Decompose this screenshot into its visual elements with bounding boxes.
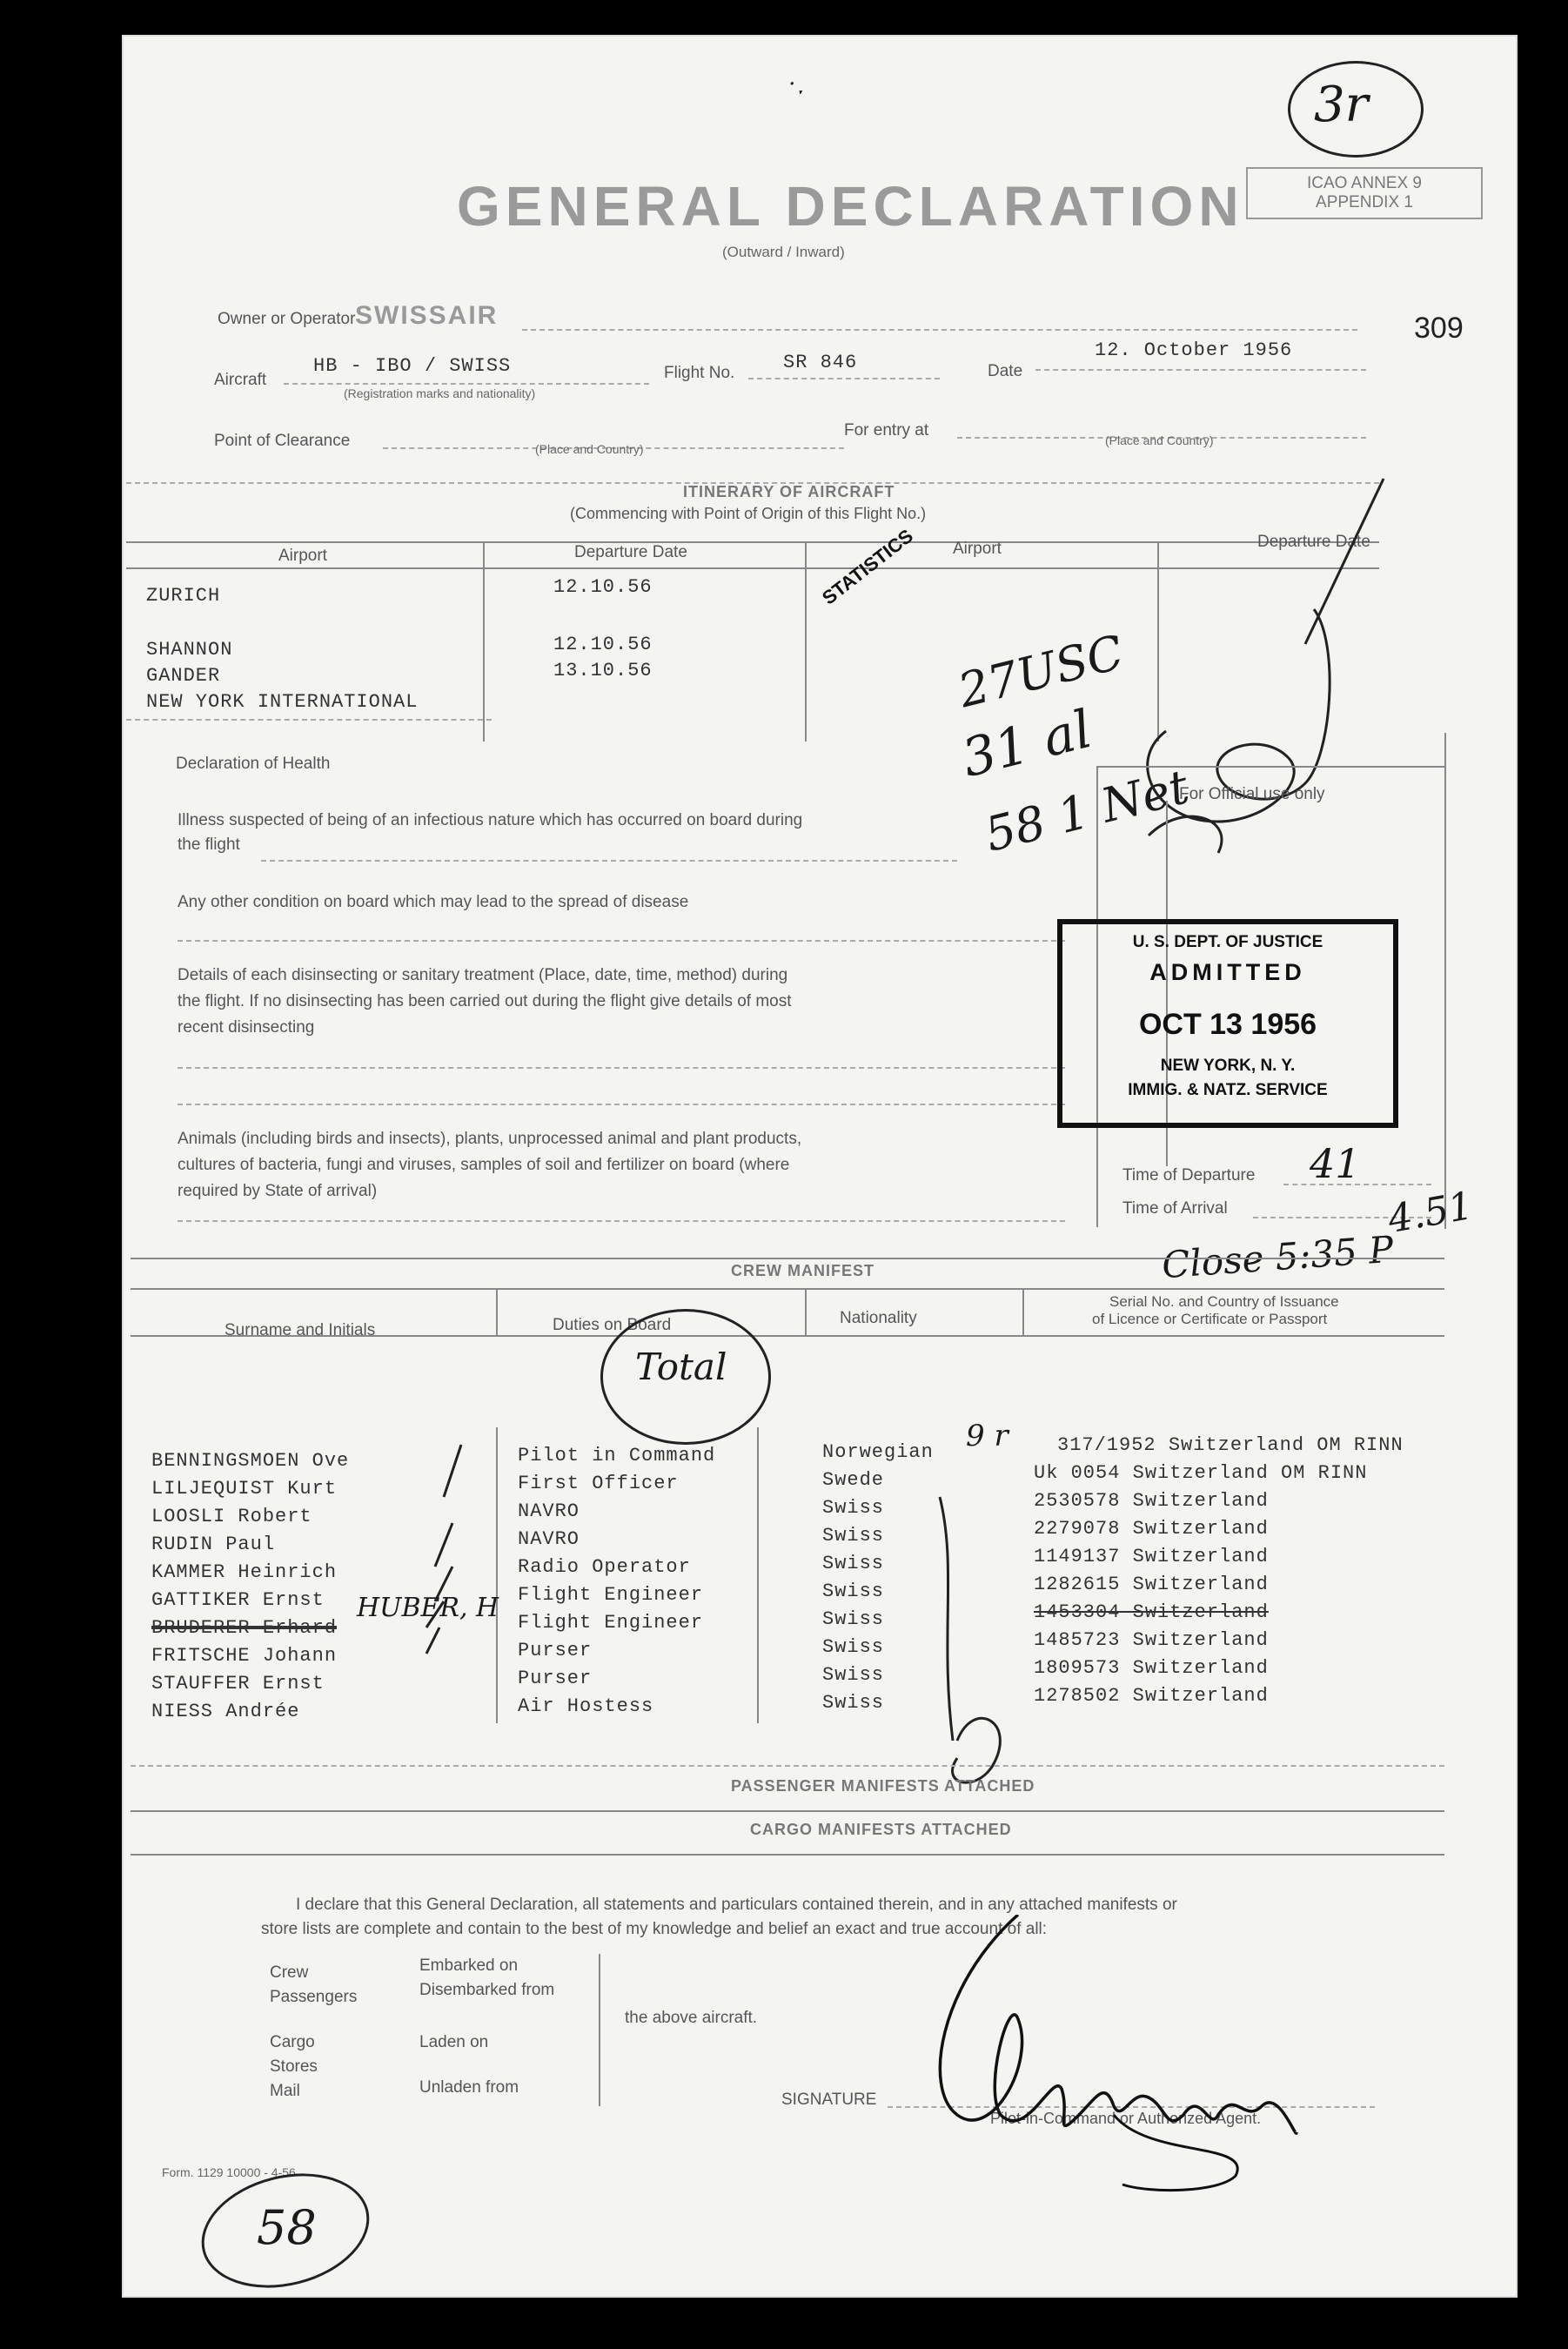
crew-duty: Purser	[518, 1668, 593, 1689]
crew-duty: Purser	[518, 1640, 593, 1661]
itinerary-airport: NEW YORK INTERNATIONAL	[146, 691, 419, 713]
col-departure-2: Departure Date	[1257, 533, 1370, 551]
itinerary-airport: GANDER	[146, 665, 221, 687]
corner-mark: 3r	[1314, 77, 1369, 133]
owner-label: Owner or Operator	[218, 310, 356, 328]
icao-box	[1246, 167, 1483, 219]
health-q4-line	[178, 1220, 1065, 1222]
crew-name: GATTIKER Ernst	[151, 1589, 325, 1611]
form-number: Form. 1129 10000 - 4-56	[162, 2165, 296, 2179]
stamp-line2: ADMITTED	[1149, 959, 1306, 985]
passenger-manifests: PASSENGER MANIFESTS ATTACHED	[731, 1777, 1035, 1795]
form-subtitle: (Outward / Inward)	[722, 244, 845, 260]
health-q4b: cultures of bacteria, fungi and viruses, samples of soil and fertilizer on board (where	[178, 1156, 790, 1174]
hand-annotation-1: 27USC	[953, 624, 1129, 719]
crew-name: LILJEQUIST Kurt	[151, 1478, 338, 1500]
crew-name: RUDIN Paul	[151, 1534, 276, 1555]
itinerary-title: ITINERARY OF AIRCRAFT	[683, 483, 895, 500]
crew-serial: 2279078 Switzerland	[1034, 1518, 1269, 1540]
crew-nationality: Swiss	[822, 1525, 885, 1547]
crew-serial: 2530578 Switzerland	[1034, 1490, 1269, 1512]
embarked-label: Embarked on	[419, 1956, 519, 1975]
statistics-stamp: STATISTICS	[818, 524, 917, 609]
hand-scribble-signature	[1114, 470, 1410, 879]
date-label: Date	[988, 362, 1023, 380]
stores-label: Stores	[270, 2057, 318, 2076]
crew-serial: 1278502 Switzerland	[1034, 1685, 1269, 1707]
crew-nationality: Swiss	[822, 1553, 885, 1574]
hand-close-time: Close 5:35 P	[1160, 1227, 1395, 1287]
place-note-2: (Place and Country)	[1105, 433, 1214, 447]
crew-name: NIESS Andrée	[151, 1701, 300, 1722]
stamp-line3: OCT 13 1956	[1138, 1008, 1317, 1041]
declaration-line2: store lists are complete and contain to the best of my knowledge and belief an exact and true account of all:	[261, 1920, 1048, 1938]
col-airport: Airport	[278, 547, 327, 565]
time-of-arrival: Time of Arrival	[1122, 1199, 1228, 1218]
itinerary-subtitle: (Commencing with Point of Origin of this Flight No.)	[570, 505, 927, 522]
entry-label: For entry at	[844, 421, 929, 440]
health-q4: Animals (including birds and insects), plants, unprocessed animal and plant products,	[178, 1130, 802, 1148]
health-q3-line	[178, 1067, 1065, 1069]
crew-duty: Flight Engineer	[518, 1584, 704, 1606]
circled-note: Total	[635, 1346, 727, 1388]
above-aircraft: the above aircraft.	[625, 2009, 758, 2027]
owner-value: SWISSAIR	[355, 301, 499, 330]
crew-duty: Radio Operator	[518, 1556, 691, 1578]
hand-annotation-2: 31 al	[955, 698, 1098, 790]
crew-name: BENNINGSMOEN Ove	[151, 1450, 350, 1472]
col-duties: Duties on Board	[553, 1316, 672, 1334]
col-serial-1: Serial No. and Country of Issuance	[1109, 1293, 1339, 1310]
crew-name: FRITSCHE Johann	[151, 1645, 338, 1667]
stamp-line4: NEW YORK, N. Y.	[1160, 1057, 1296, 1075]
itinerary-date: 13.10.56	[553, 660, 653, 681]
crew-title: CREW MANIFEST	[731, 1262, 874, 1279]
stamp-line1: U. S. DEPT. OF JUSTICE	[1132, 933, 1323, 951]
icao-line2: APPENDIX 1	[1316, 193, 1413, 211]
crew-duty: Flight Engineer	[518, 1612, 704, 1634]
page-number: 309	[1414, 312, 1464, 345]
date-value: 12. October 1956	[1095, 339, 1293, 361]
health-q3c: recent disinsecting	[178, 1018, 315, 1037]
hand-departure: 41	[1310, 1140, 1361, 1187]
official-box-right	[1444, 733, 1446, 1229]
crew-duty: Air Hostess	[518, 1695, 654, 1717]
crew-duty: Pilot in Command	[518, 1445, 716, 1466]
crew-name: STAUFFER Ernst	[151, 1673, 325, 1695]
itinerary-airport: SHANNON	[146, 639, 233, 661]
itinerary-date: 12.10.56	[553, 634, 653, 655]
itinerary-divider-2	[805, 541, 807, 742]
crew-name: LOOSLI Robert	[151, 1506, 312, 1527]
aircraft-label: Aircraft	[214, 371, 267, 389]
aircraft-value: HB - IBO / SWISS	[313, 355, 512, 377]
brace-line	[599, 1954, 600, 2106]
stamp-line5: IMMIG. & NATZ. SERVICE	[1128, 1081, 1328, 1099]
icao-line1: ICAO ANNEX 9	[1307, 174, 1422, 192]
form-title: GENERAL DECLARATION	[457, 175, 1244, 238]
hand-count: 9 r	[966, 1419, 1008, 1453]
col-airport-2: Airport	[953, 540, 1002, 558]
crew-serial: 1149137 Switzerland	[1034, 1546, 1269, 1567]
health-q3-line-2	[178, 1104, 1065, 1105]
signature-label: SIGNATURE	[781, 2091, 877, 2109]
clearance-label: Point of Clearance	[214, 432, 351, 450]
crew-nationality: Swiss	[822, 1636, 885, 1658]
passengers-label: Passengers	[270, 1988, 358, 2006]
ink-mark: ˙ˑ	[783, 78, 806, 109]
laden-label: Laden on	[419, 2033, 489, 2051]
hand-correction: HUBER, H	[357, 1593, 499, 1623]
cargo-rule	[131, 1854, 1444, 1856]
health-q3: Details of each disinsecting or sanitary treatment (Place, date, time, method) during	[178, 966, 788, 984]
col-departure: Departure Date	[574, 543, 687, 561]
crew-divider-2	[805, 1288, 807, 1335]
crew-nationality: Swiss	[822, 1581, 885, 1602]
signature-caption: Pilot-in-Command or Authorized Agent.	[990, 2110, 1262, 2127]
col-name: Surname and Initials	[224, 1321, 376, 1339]
declaration-line1: I declare that this General Declaration, all statements and particulars contained therein, and in any attached manifests or	[296, 1896, 1177, 1914]
col-serial-2: of Licence or Certificate or Passport	[1092, 1311, 1328, 1327]
flight-line	[748, 378, 940, 379]
itinerary-airport: ZURICH	[146, 585, 221, 607]
crew-top-rule	[131, 1258, 1444, 1259]
itinerary-date: 12.10.56	[553, 576, 653, 598]
crew-nationality: Norwegian	[822, 1441, 934, 1463]
col-nationality: Nationality	[840, 1309, 917, 1327]
crew-divider-3	[1022, 1288, 1024, 1335]
pilot-signature	[888, 1915, 1340, 2211]
flight-value: SR 846	[783, 352, 858, 373]
itinerary-divider-1	[483, 541, 485, 742]
itinerary-row-rule	[126, 719, 492, 721]
mail-label: Mail	[270, 2082, 300, 2100]
owner-line	[522, 329, 1357, 331]
aircraft-line	[284, 383, 649, 385]
health-q1: Illness suspected of being of an infectious nature which has occurred on board during	[178, 811, 803, 829]
hand-arrival-time: 4.51	[1384, 1183, 1477, 1243]
crew-head-top	[131, 1288, 1444, 1290]
hand-tick-marks	[418, 1393, 1062, 1802]
immigration-stamp	[1057, 919, 1398, 1128]
passenger-rule	[131, 1810, 1444, 1812]
health-q2: Any other condition on board which may lead to the spread of disease	[178, 893, 689, 911]
cargo-label: Cargo	[270, 2033, 315, 2051]
crew-name: KAMMER Heinrich	[151, 1561, 338, 1583]
official-box-top	[1096, 766, 1444, 768]
registration-note: (Registration marks and nationality)	[344, 386, 536, 400]
health-q2-line	[178, 940, 1065, 942]
crew-nationality: Swiss	[822, 1692, 885, 1714]
health-q1b: the flight	[178, 836, 240, 854]
cargo-manifests: CARGO MANIFESTS ATTACHED	[750, 1821, 1012, 1838]
place-note: (Place and Country)	[535, 442, 644, 456]
crew-nationality: Swiss	[822, 1497, 885, 1519]
crew-bottom-rule	[131, 1765, 1444, 1767]
crew-serial: 1485723 Switzerland	[1034, 1629, 1269, 1651]
crew-nationality: Swede	[822, 1469, 885, 1491]
document-page	[122, 35, 1518, 2298]
health-heading: Declaration of Health	[176, 755, 331, 773]
crew-serial: 1453304 Switzerland	[1034, 1601, 1269, 1623]
crew-duty: NAVRO	[518, 1528, 580, 1550]
disembarked-label: Disembarked from	[419, 1981, 555, 1999]
flight-label: Flight No.	[664, 364, 735, 382]
crew-nationality: Swiss	[822, 1608, 885, 1630]
crew-duty: NAVRO	[518, 1500, 580, 1522]
crew-label: Crew	[270, 1963, 309, 1982]
bottom-circle-number: 58	[257, 2200, 317, 2255]
health-q3b: the flight. If no disinsecting has been carried out during the flight give details of most	[178, 992, 792, 1010]
crew-name-struck: BRUDERER Erhard	[151, 1617, 338, 1639]
crew-serial: 317/1952 Switzerland OM RINN	[1057, 1434, 1404, 1456]
crew-serial: Uk 0054 Switzerland OM RINN	[1034, 1462, 1368, 1484]
official-use: For Official use only	[1179, 785, 1325, 803]
crew-divider-1	[496, 1288, 498, 1335]
hand-annotation-3: 58 1 Net	[979, 759, 1195, 862]
crew-serial: 1809573 Switzerland	[1034, 1657, 1269, 1679]
crew-duty: First Officer	[518, 1473, 679, 1494]
date-line	[1035, 369, 1366, 371]
unladen-label: Unladen from	[419, 2078, 519, 2097]
health-q4c: required by State of arrival)	[178, 1182, 378, 1200]
time-of-departure: Time of Departure	[1122, 1166, 1256, 1185]
crew-serial: 1282615 Switzerland	[1034, 1574, 1269, 1595]
crew-nationality: Swiss	[822, 1664, 885, 1686]
health-q1-line	[261, 860, 957, 862]
